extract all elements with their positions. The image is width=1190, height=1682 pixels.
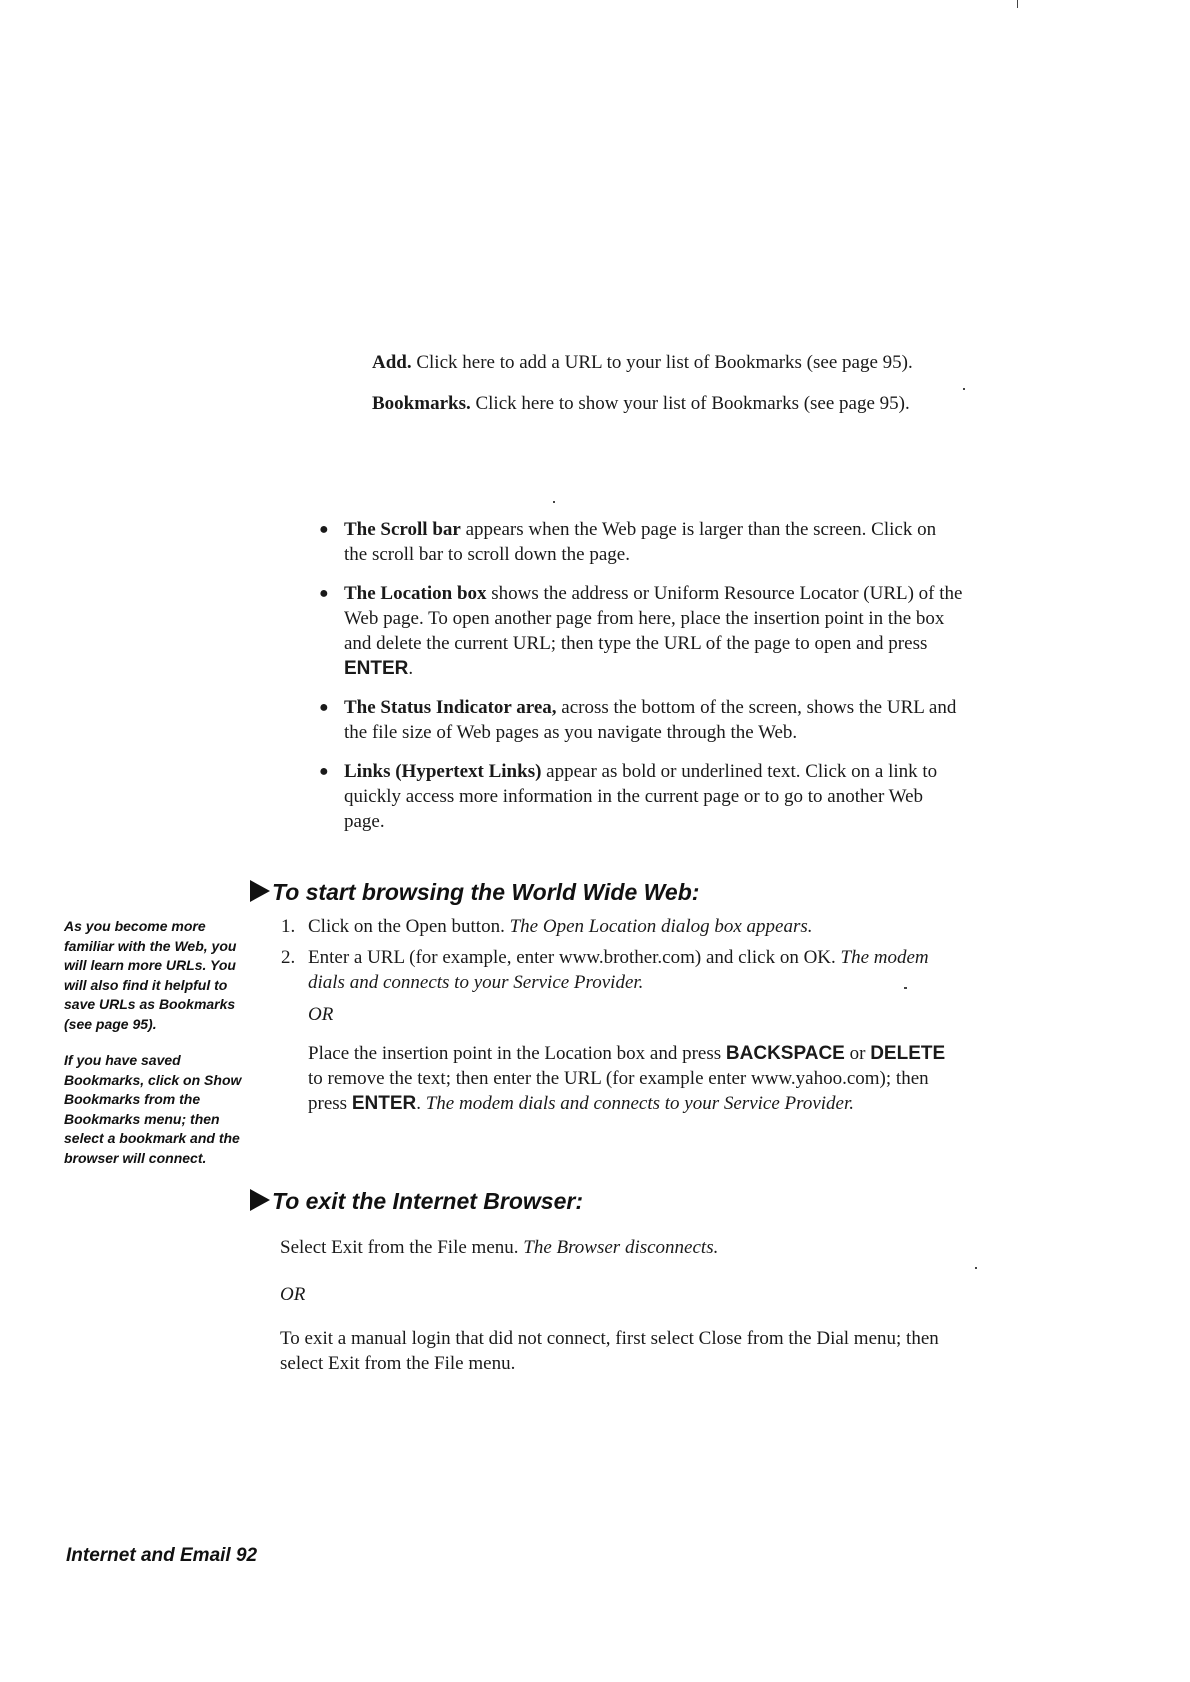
browse-alternative: Place the insertion point in the Location box and press BACKSPACE or DELETE to remove the text; then enter the URL (for example enter www.yahoo.com); then press ENTER. The modem dials and connects to your Service Provider. [308, 1043, 946, 1114]
bullet-location-box: ● The Location box shows the address or Uniform Resource Locator (URL) of the Web page. To open another page from here, place the insertion point in the box and delete the current URL; then type the URL of the page to open and press ENTER. [319, 583, 963, 679]
definition-bookmarks: Bookmarks. Click here to show your list of Bookmarks (see page 95). [372, 393, 910, 414]
triangle-arrow-icon [250, 1189, 270, 1211]
scan-speck [904, 987, 907, 989]
or-separator-exit: OR [280, 1284, 306, 1305]
heading-start-browsing: To start browsing the World Wide Web: [250, 878, 699, 906]
page-footer [66, 1545, 257, 1567]
sidebar-note-bookmarks: If you have saved Bookmarks, click on Show Bookmarks from the Bookmarks menu; then select a bookmark and the browser will connect. [64, 1052, 242, 1166]
page-number: 92 [235, 1545, 258, 1566]
step-1: 1. Click on the Open button. The Open Location dialog box appears. [281, 916, 813, 937]
or-separator-browse: OR [308, 1004, 334, 1025]
feature-bullet-list [319, 517, 964, 848]
scan-speck [1017, 0, 1018, 8]
exit-instruction: Select Exit from the File menu. The Browser disconnects. [280, 1237, 719, 1258]
definition-list [372, 350, 962, 432]
exit-manual-login: To exit a manual login that did not connect, first select Close from the Dial menu; then select Exit from the File menu. [280, 1328, 939, 1374]
heading-exit-browser: To exit the Internet Browser: [250, 1187, 583, 1215]
bullet-links: ● Links (Hypertext Links) appear as bold or underlined text. Click on a link to quickly access more information in the current page or to go to another Web page. [319, 761, 938, 832]
scan-speck [963, 388, 965, 390]
sidebar-note-urls: As you become more familiar with the Web, you will learn more URLs. You will also find it helpful to save URLs as Bookmarks (see page 95). [64, 918, 237, 1032]
bullet-status-indicator: ● The Status Indicator area, across the bottom of the screen, shows the URL and the file size of Web pages as you navigate through the Web. [319, 697, 957, 743]
scan-speck [553, 501, 555, 503]
footer-section-title: Internet and Email [66, 1545, 231, 1566]
sidebar-notes [64, 917, 254, 1185]
triangle-arrow-icon [250, 880, 270, 902]
bullet-scroll-bar: ● The Scroll bar appears when the Web page is larger than the screen. Click on the scroll bar to scroll down the page. [319, 519, 937, 565]
definition-add: Add. Click here to add a URL to your list of Bookmarks (see page 95). [372, 352, 913, 373]
browse-steps [281, 914, 948, 1001]
step-2: 2. Enter a URL (for example, enter www.brother.com) and click on OK. The modem dials and connects to your Service Provider. [281, 947, 929, 993]
scan-speck [975, 1267, 977, 1269]
